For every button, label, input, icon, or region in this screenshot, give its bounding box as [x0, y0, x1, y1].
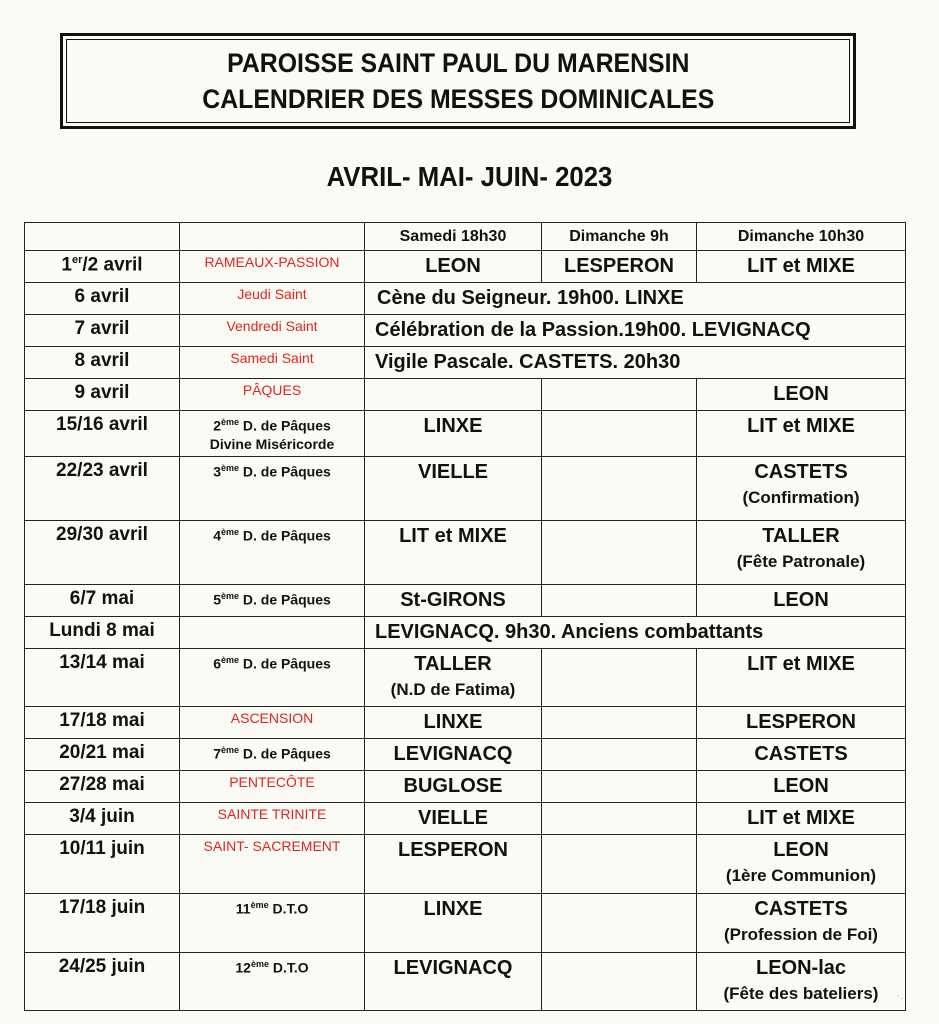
dimanche-10h30-cell: LEON	[697, 771, 906, 803]
samedi-cell: LEVIGNACQ	[365, 953, 542, 1011]
header-liturgy-cell	[180, 223, 365, 251]
date-cell: 24/25 juin	[25, 953, 180, 1011]
date-cell: 29/30 avril	[25, 521, 180, 585]
date-cell: 17/18 juin	[25, 894, 180, 953]
samedi-cell: LEVIGNACQ	[365, 739, 542, 771]
date-cell: 10/11 juin	[25, 835, 180, 894]
liturgy-cell: SAINTE TRINITE	[180, 803, 365, 835]
table-row	[25, 521, 906, 585]
liturgy-cell: Vendredi Saint	[180, 315, 365, 347]
date-cell: 13/14 mai	[25, 649, 180, 707]
liturgy-cell: PÂQUES	[180, 379, 365, 411]
table-row	[25, 251, 906, 283]
dimanche-10h30-cell: LESPERON	[697, 707, 906, 739]
table-row	[25, 283, 906, 315]
header-samedi: Samedi 18h30	[365, 223, 542, 251]
header-dimanche-9h: Dimanche 9h	[542, 223, 697, 251]
dimanche-9h-cell	[542, 894, 697, 953]
liturgy-cell: Samedi Saint	[180, 347, 365, 379]
table-row	[25, 771, 906, 803]
liturgy-cell: 4ème D. de Pâques	[180, 521, 365, 585]
date-cell: 15/16 avril	[25, 411, 180, 457]
samedi-cell: VIELLE	[365, 457, 542, 521]
dimanche-9h-cell	[542, 835, 697, 894]
liturgy-cell: 12ème D.T.O	[180, 953, 365, 1011]
dimanche-9h-cell	[542, 707, 697, 739]
dimanche-9h-cell	[542, 803, 697, 835]
dimanche-10h30-cell: CASTETS	[697, 739, 906, 771]
samedi-cell: LIT et MIXE	[365, 521, 542, 585]
liturgy-cell: 7ème D. de Pâques	[180, 739, 365, 771]
date-cell: 22/23 avril	[25, 457, 180, 521]
samedi-cell: LINXE	[365, 411, 542, 457]
dimanche-10h30-note: (Fête Patronale)	[736, 552, 866, 571]
samedi-cell: BUGLOSE	[365, 771, 542, 803]
table-row	[25, 379, 906, 411]
samedi-cell: St-GIRONS	[365, 585, 542, 617]
dimanche-10h30-note: (1ère Communion)	[725, 866, 877, 885]
dimanche-9h-cell	[542, 411, 697, 457]
dimanche-9h-cell	[542, 771, 697, 803]
liturgy-cell	[180, 617, 365, 649]
dimanche-9h-cell	[542, 953, 697, 1011]
header-date-cell	[25, 223, 180, 251]
table-row	[25, 707, 906, 739]
dimanche-10h30-cell: LEON	[697, 379, 906, 411]
table-row	[25, 411, 906, 457]
calendar-title: CALENDRIER DES MESSES DOMINICALES	[201, 84, 715, 114]
dimanche-9h-cell: LESPERON	[542, 251, 697, 283]
samedi-cell: LEON	[365, 251, 542, 283]
liturgy-cell: 2ème D. de Pâques Divine Miséricorde	[180, 411, 365, 457]
header-dimanche-10h30: Dimanche 10h30	[697, 223, 906, 251]
table-row	[25, 315, 906, 347]
mass-schedule-table	[24, 222, 906, 1011]
samedi-cell: TALLER (N.D de Fatima)	[365, 649, 542, 707]
dimanche-10h30-note: (Confirmation)	[742, 488, 860, 507]
dimanche-9h-cell	[542, 585, 697, 617]
dimanche-10h30-cell: LIT et MIXE	[697, 411, 906, 457]
samedi-cell: VIELLE	[365, 803, 542, 835]
dimanche-10h30-note: (Fête des bateliers)	[723, 984, 879, 1003]
date-cell: 8 avril	[25, 347, 180, 379]
date-cell: 1er/2 avril	[25, 251, 180, 283]
date-cell: 3/4 juin	[25, 803, 180, 835]
dimanche-10h30-cell: LEON (1ère Communion)	[697, 835, 906, 894]
special-celebration-cell: Cène du Seigneur. 19h00. LINXE	[365, 283, 906, 315]
date-cell: 6 avril	[25, 283, 180, 315]
table-row	[25, 617, 906, 649]
dimanche-9h-cell	[542, 739, 697, 771]
table-row	[25, 457, 906, 521]
liturgy-cell: ASCENSION	[180, 707, 365, 739]
dimanche-10h30-cell: LIT et MIXE	[697, 649, 906, 707]
dimanche-10h30-cell: LIT et MIXE	[697, 251, 906, 283]
liturgy-cell: SAINT- SACREMENT	[180, 835, 365, 894]
liturgy-cell: PENTECÔTE	[180, 771, 365, 803]
samedi-cell	[365, 379, 542, 411]
special-celebration-cell: LEVIGNACQ. 9h30. Anciens combattants	[365, 617, 906, 649]
dimanche-10h30-note: (Profession de Foi)	[724, 925, 878, 944]
date-cell: 9 avril	[25, 379, 180, 411]
parish-title: PAROISSE SAINT PAUL DU MARENSIN	[226, 48, 690, 78]
dimanche-10h30-cell: LIT et MIXE	[697, 803, 906, 835]
samedi-cell: LESPERON	[365, 835, 542, 894]
date-cell: Lundi 8 mai	[25, 617, 180, 649]
liturgy-cell: Jeudi Saint	[180, 283, 365, 315]
scan-speck: ·.	[896, 988, 904, 1002]
dimanche-10h30-cell: CASTETS (Confirmation)	[697, 457, 906, 521]
period-heading: AVRIL- MAI- JUIN- 2023	[326, 161, 613, 192]
dimanche-9h-cell	[542, 457, 697, 521]
dimanche-10h30-cell: LEON	[697, 585, 906, 617]
dimanche-9h-cell	[542, 649, 697, 707]
date-cell: 7 avril	[25, 315, 180, 347]
dimanche-10h30-cell: LEON-lac (Fête des bateliers)	[697, 953, 906, 1011]
liturgy-cell: 5ème D. de Pâques	[180, 585, 365, 617]
special-celebration-cell: Vigile Pascale. CASTETS. 20h30	[365, 347, 906, 379]
dimanche-9h-cell	[542, 521, 697, 585]
samedi-cell: LINXE	[365, 894, 542, 953]
table-row	[25, 649, 906, 707]
table-row	[25, 739, 906, 771]
table-row	[25, 803, 906, 835]
liturgy-cell: 11ème D.T.O	[180, 894, 365, 953]
date-cell: 6/7 mai	[25, 585, 180, 617]
table-header-row	[25, 223, 906, 251]
dimanche-10h30-cell: CASTETS (Profession de Foi)	[697, 894, 906, 953]
samedi-note: (N.D de Fatima)	[390, 680, 516, 699]
liturgy-cell: RAMEAUX-PASSION	[180, 251, 365, 283]
dimanche-10h30-cell: TALLER (Fête Patronale)	[697, 521, 906, 585]
special-celebration-cell: Célébration de la Passion.19h00. LEVIGNACQ	[365, 315, 906, 347]
liturgy-cell: 6ème D. de Pâques	[180, 649, 365, 707]
table-row	[25, 894, 906, 953]
table-row	[25, 835, 906, 894]
table-row	[25, 953, 906, 1011]
table-row	[25, 585, 906, 617]
dimanche-9h-cell	[542, 379, 697, 411]
date-cell: 27/28 mai	[25, 771, 180, 803]
title-box	[60, 33, 856, 129]
samedi-cell: LINXE	[365, 707, 542, 739]
liturgy-cell: 3ème D. de Pâques	[180, 457, 365, 521]
table-row	[25, 347, 906, 379]
date-cell: 20/21 mai	[25, 739, 180, 771]
date-cell: 17/18 mai	[25, 707, 180, 739]
